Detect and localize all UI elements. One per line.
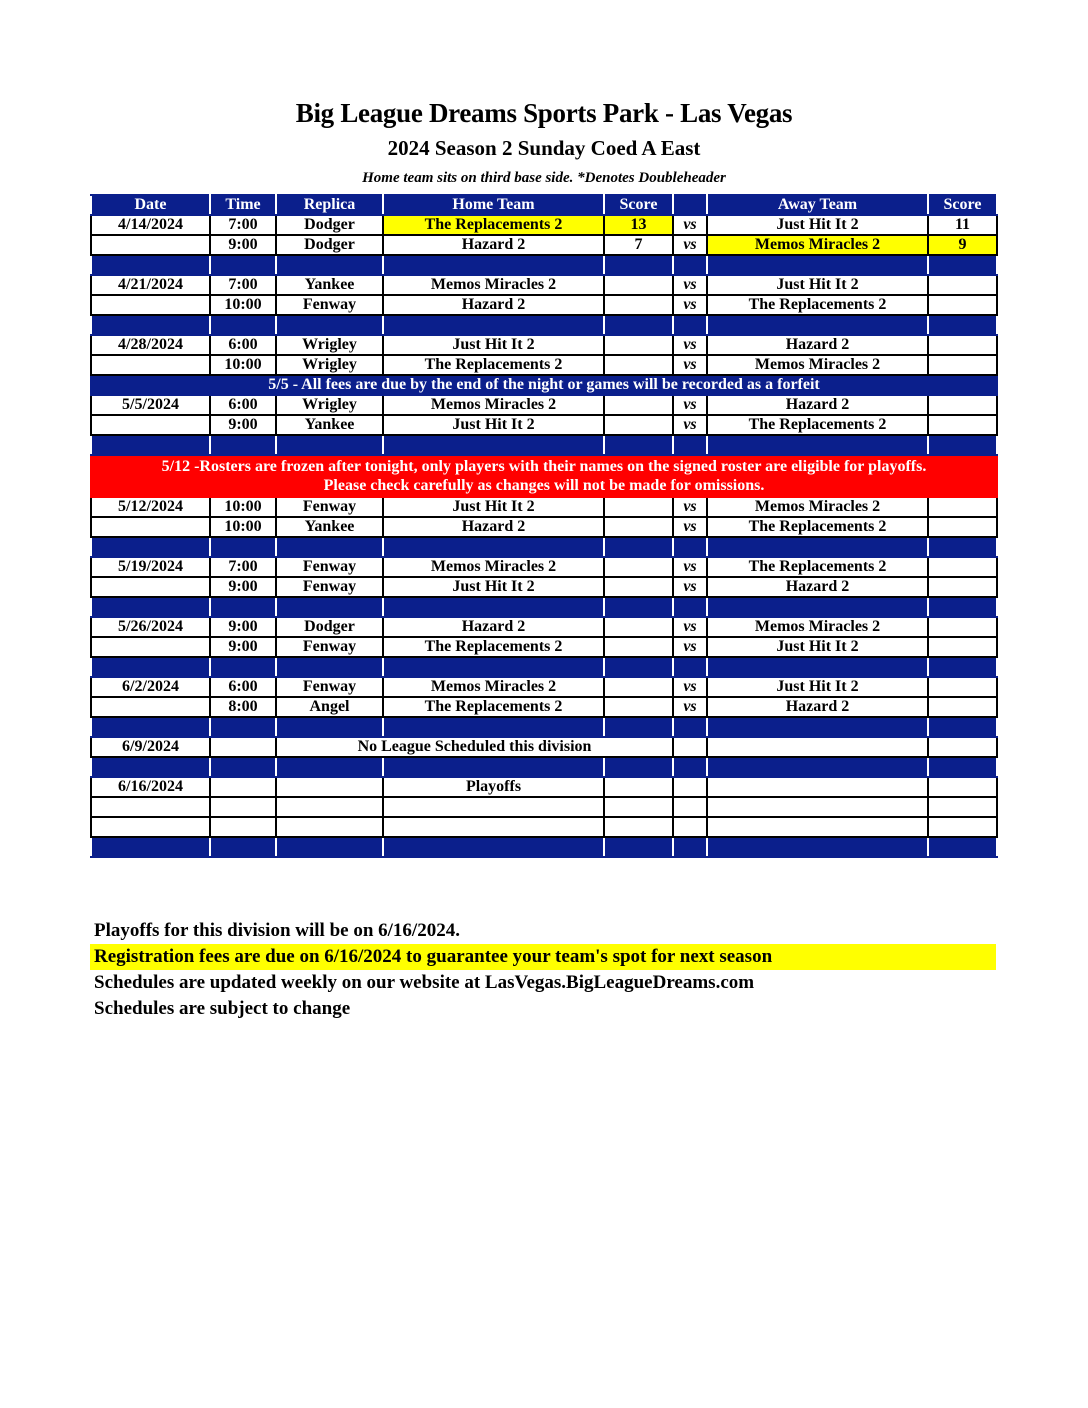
game-time: 6:00 — [210, 677, 276, 697]
separator-row — [91, 255, 997, 275]
col-header-away-score: Score — [928, 195, 997, 215]
separator-row — [91, 597, 997, 617]
footer-change-note: Schedules are subject to change — [94, 998, 351, 1019]
away-score — [928, 415, 997, 435]
vs-label: vs — [673, 395, 707, 415]
game-date: 6/16/2024 — [91, 777, 210, 797]
vs-label: vs — [673, 415, 707, 435]
rosters-notice — [91, 455, 997, 497]
game-field: Dodger — [276, 235, 383, 255]
table-row — [91, 637, 997, 657]
away-team: Just Hit It 2 — [707, 677, 928, 697]
home-score — [604, 415, 673, 435]
table-row — [91, 335, 997, 355]
table-row — [91, 295, 997, 315]
game-time: 6:00 — [210, 395, 276, 415]
game-time: 10:00 — [210, 355, 276, 375]
fees-notice: 5/5 - All fees are due by the end of the night or games will be recorded as a forfeit — [91, 375, 997, 395]
vs-label: vs — [673, 697, 707, 717]
away-team: The Replacements 2 — [707, 415, 928, 435]
footer-playoffs-note: Playoffs for this division will be on 6/16/2024. — [94, 920, 460, 941]
home-team: Just Hit It 2 — [383, 335, 604, 355]
away-score — [928, 335, 997, 355]
col-header-time: Time — [210, 195, 276, 215]
away-team: Just Hit It 2 — [707, 215, 928, 235]
home-team: Memos Miracles 2 — [383, 677, 604, 697]
col-header-home-score: Score — [604, 195, 673, 215]
vs-label: vs — [673, 557, 707, 577]
away-score: 9 — [928, 235, 997, 255]
away-score — [928, 577, 997, 597]
away-score — [928, 497, 997, 517]
game-date — [91, 637, 210, 657]
page-title: Big League Dreams Sports Park - Las Vegas — [295, 98, 793, 128]
game-time: 9:00 — [210, 617, 276, 637]
table-header-row — [91, 195, 997, 215]
home-team: The Replacements 2 — [383, 637, 604, 657]
fees-notice-row — [91, 375, 997, 395]
col-header-date: Date — [91, 195, 210, 215]
vs-label: vs — [673, 677, 707, 697]
game-field: Dodger — [276, 617, 383, 637]
home-team: Just Hit It 2 — [383, 415, 604, 435]
vs-label: vs — [673, 335, 707, 355]
home-score — [604, 617, 673, 637]
table-row — [91, 235, 997, 255]
away-team: Memos Miracles 2 — [707, 617, 928, 637]
game-date — [91, 415, 210, 435]
home-team: Hazard 2 — [383, 295, 604, 315]
home-score — [604, 517, 673, 537]
game-date — [91, 517, 210, 537]
away-team: Hazard 2 — [707, 335, 928, 355]
vs-label: vs — [673, 355, 707, 375]
separator-row — [91, 435, 997, 455]
table-row — [91, 697, 997, 717]
game-field: Yankee — [276, 517, 383, 537]
game-date: 4/21/2024 — [91, 275, 210, 295]
table-row — [91, 617, 997, 637]
home-score — [604, 497, 673, 517]
table-row — [91, 557, 997, 577]
away-team: Memos Miracles 2 — [707, 355, 928, 375]
separator-row — [91, 315, 997, 335]
game-date: 4/28/2024 — [91, 335, 210, 355]
game-date: 5/12/2024 — [91, 497, 210, 517]
table-row — [91, 355, 997, 375]
table-row — [91, 215, 997, 235]
game-date: 6/2/2024 — [91, 677, 210, 697]
game-date — [91, 697, 210, 717]
home-team: The Replacements 2 — [383, 215, 604, 235]
away-score — [928, 295, 997, 315]
away-team: Just Hit It 2 — [707, 275, 928, 295]
home-team: The Replacements 2 — [383, 697, 604, 717]
vs-label: vs — [673, 577, 707, 597]
rosters-notice-line2: Please check carefully as changes will not be made for omissions. — [323, 477, 765, 494]
game-time: 7:00 — [210, 557, 276, 577]
game-time: 7:00 — [210, 275, 276, 295]
game-time: 9:00 — [210, 577, 276, 597]
game-date: 6/9/2024 — [91, 737, 210, 757]
no-league-row — [91, 737, 997, 757]
game-time: 10:00 — [210, 497, 276, 517]
footer-registration-note: Registration fees are due on 6/16/2024 to guarantee your team's spot for next season — [90, 944, 996, 970]
home-score — [604, 637, 673, 657]
game-field: Fenway — [276, 577, 383, 597]
game-time: 10:00 — [210, 295, 276, 315]
vs-label: vs — [673, 497, 707, 517]
col-header-replica: Replica — [276, 195, 383, 215]
home-team: Hazard 2 — [383, 235, 604, 255]
game-date — [91, 235, 210, 255]
game-time: 7:00 — [210, 215, 276, 235]
away-team: The Replacements 2 — [707, 557, 928, 577]
away-score — [928, 617, 997, 637]
game-date — [91, 295, 210, 315]
table-row — [91, 517, 997, 537]
home-score: 7 — [604, 235, 673, 255]
game-time: 9:00 — [210, 415, 276, 435]
playoffs-text: Playoffs — [383, 777, 604, 797]
game-field: Fenway — [276, 497, 383, 517]
home-team: Memos Miracles 2 — [383, 557, 604, 577]
separator-row — [91, 537, 997, 557]
no-league-text: No League Scheduled this division — [276, 737, 673, 757]
home-score — [604, 557, 673, 577]
away-team: The Replacements 2 — [707, 295, 928, 315]
home-score — [604, 697, 673, 717]
vs-label: vs — [673, 617, 707, 637]
game-field: Fenway — [276, 677, 383, 697]
home-team: Memos Miracles 2 — [383, 395, 604, 415]
game-field: Angel — [276, 697, 383, 717]
game-time: 10:00 — [210, 517, 276, 537]
schedule-table — [90, 194, 998, 858]
game-field: Yankee — [276, 415, 383, 435]
home-score — [604, 355, 673, 375]
away-score — [928, 395, 997, 415]
table-row — [91, 275, 997, 295]
separator-row — [91, 757, 997, 777]
away-score — [928, 677, 997, 697]
game-date: 4/14/2024 — [91, 215, 210, 235]
home-score — [604, 677, 673, 697]
rosters-notice-line1: 5/12 -Rosters are frozen after tonight, only players with their names on the signed roster are eligible for playoffs. — [161, 458, 927, 475]
game-field: Fenway — [276, 557, 383, 577]
away-team: Hazard 2 — [707, 395, 928, 415]
empty-row — [91, 797, 997, 817]
away-score — [928, 637, 997, 657]
game-field: Wrigley — [276, 395, 383, 415]
game-date: 5/19/2024 — [91, 557, 210, 577]
col-header-vs — [673, 195, 707, 215]
away-team: Hazard 2 — [707, 577, 928, 597]
table-row — [91, 497, 997, 517]
away-score — [928, 697, 997, 717]
empty-row — [91, 817, 997, 837]
home-score — [604, 335, 673, 355]
home-score — [604, 577, 673, 597]
game-date — [91, 355, 210, 375]
vs-label: vs — [673, 295, 707, 315]
table-row — [91, 577, 997, 597]
home-score: 13 — [604, 215, 673, 235]
playoffs-row — [91, 777, 997, 797]
game-field: Wrigley — [276, 355, 383, 375]
page-subtitle: 2024 Season 2 Sunday Coed A East — [387, 136, 701, 160]
rosters-notice-row — [91, 455, 997, 497]
home-team: Hazard 2 — [383, 517, 604, 537]
game-time: 9:00 — [210, 637, 276, 657]
game-time: 9:00 — [210, 235, 276, 255]
game-time: 6:00 — [210, 335, 276, 355]
footer-website-note: Schedules are updated weekly on our website at LasVegas.BigLeagueDreams.com — [94, 972, 755, 993]
game-field: Yankee — [276, 275, 383, 295]
table-row — [91, 677, 997, 697]
game-date: 5/5/2024 — [91, 395, 210, 415]
game-date — [91, 577, 210, 597]
game-field: Dodger — [276, 215, 383, 235]
vs-label: vs — [673, 235, 707, 255]
away-team: Hazard 2 — [707, 697, 928, 717]
game-field: Fenway — [276, 295, 383, 315]
table-row — [91, 395, 997, 415]
separator-row — [91, 717, 997, 737]
home-score — [604, 275, 673, 295]
col-header-home-team: Home Team — [383, 195, 604, 215]
home-team: Just Hit It 2 — [383, 577, 604, 597]
separator-row — [91, 657, 997, 677]
home-score — [604, 295, 673, 315]
game-date: 5/26/2024 — [91, 617, 210, 637]
home-team: Memos Miracles 2 — [383, 275, 604, 295]
game-field: Fenway — [276, 637, 383, 657]
col-header-away-team: Away Team — [707, 195, 928, 215]
home-score — [604, 395, 673, 415]
game-field: Wrigley — [276, 335, 383, 355]
home-team: Just Hit It 2 — [383, 497, 604, 517]
away-score — [928, 517, 997, 537]
away-score — [928, 275, 997, 295]
away-team: Memos Miracles 2 — [707, 235, 928, 255]
vs-label: vs — [673, 215, 707, 235]
table-row — [91, 415, 997, 435]
separator-row — [91, 837, 997, 857]
vs-label: vs — [673, 517, 707, 537]
away-score — [928, 355, 997, 375]
vs-label: vs — [673, 275, 707, 295]
header-note: Home team sits on third base side. *Denotes Doubleheader — [362, 170, 726, 186]
away-team: The Replacements 2 — [707, 517, 928, 537]
away-score — [928, 557, 997, 577]
home-team: The Replacements 2 — [383, 355, 604, 375]
game-time: 8:00 — [210, 697, 276, 717]
vs-label: vs — [673, 637, 707, 657]
away-team: Just Hit It 2 — [707, 637, 928, 657]
away-score: 11 — [928, 215, 997, 235]
away-team: Memos Miracles 2 — [707, 497, 928, 517]
home-team: Hazard 2 — [383, 617, 604, 637]
